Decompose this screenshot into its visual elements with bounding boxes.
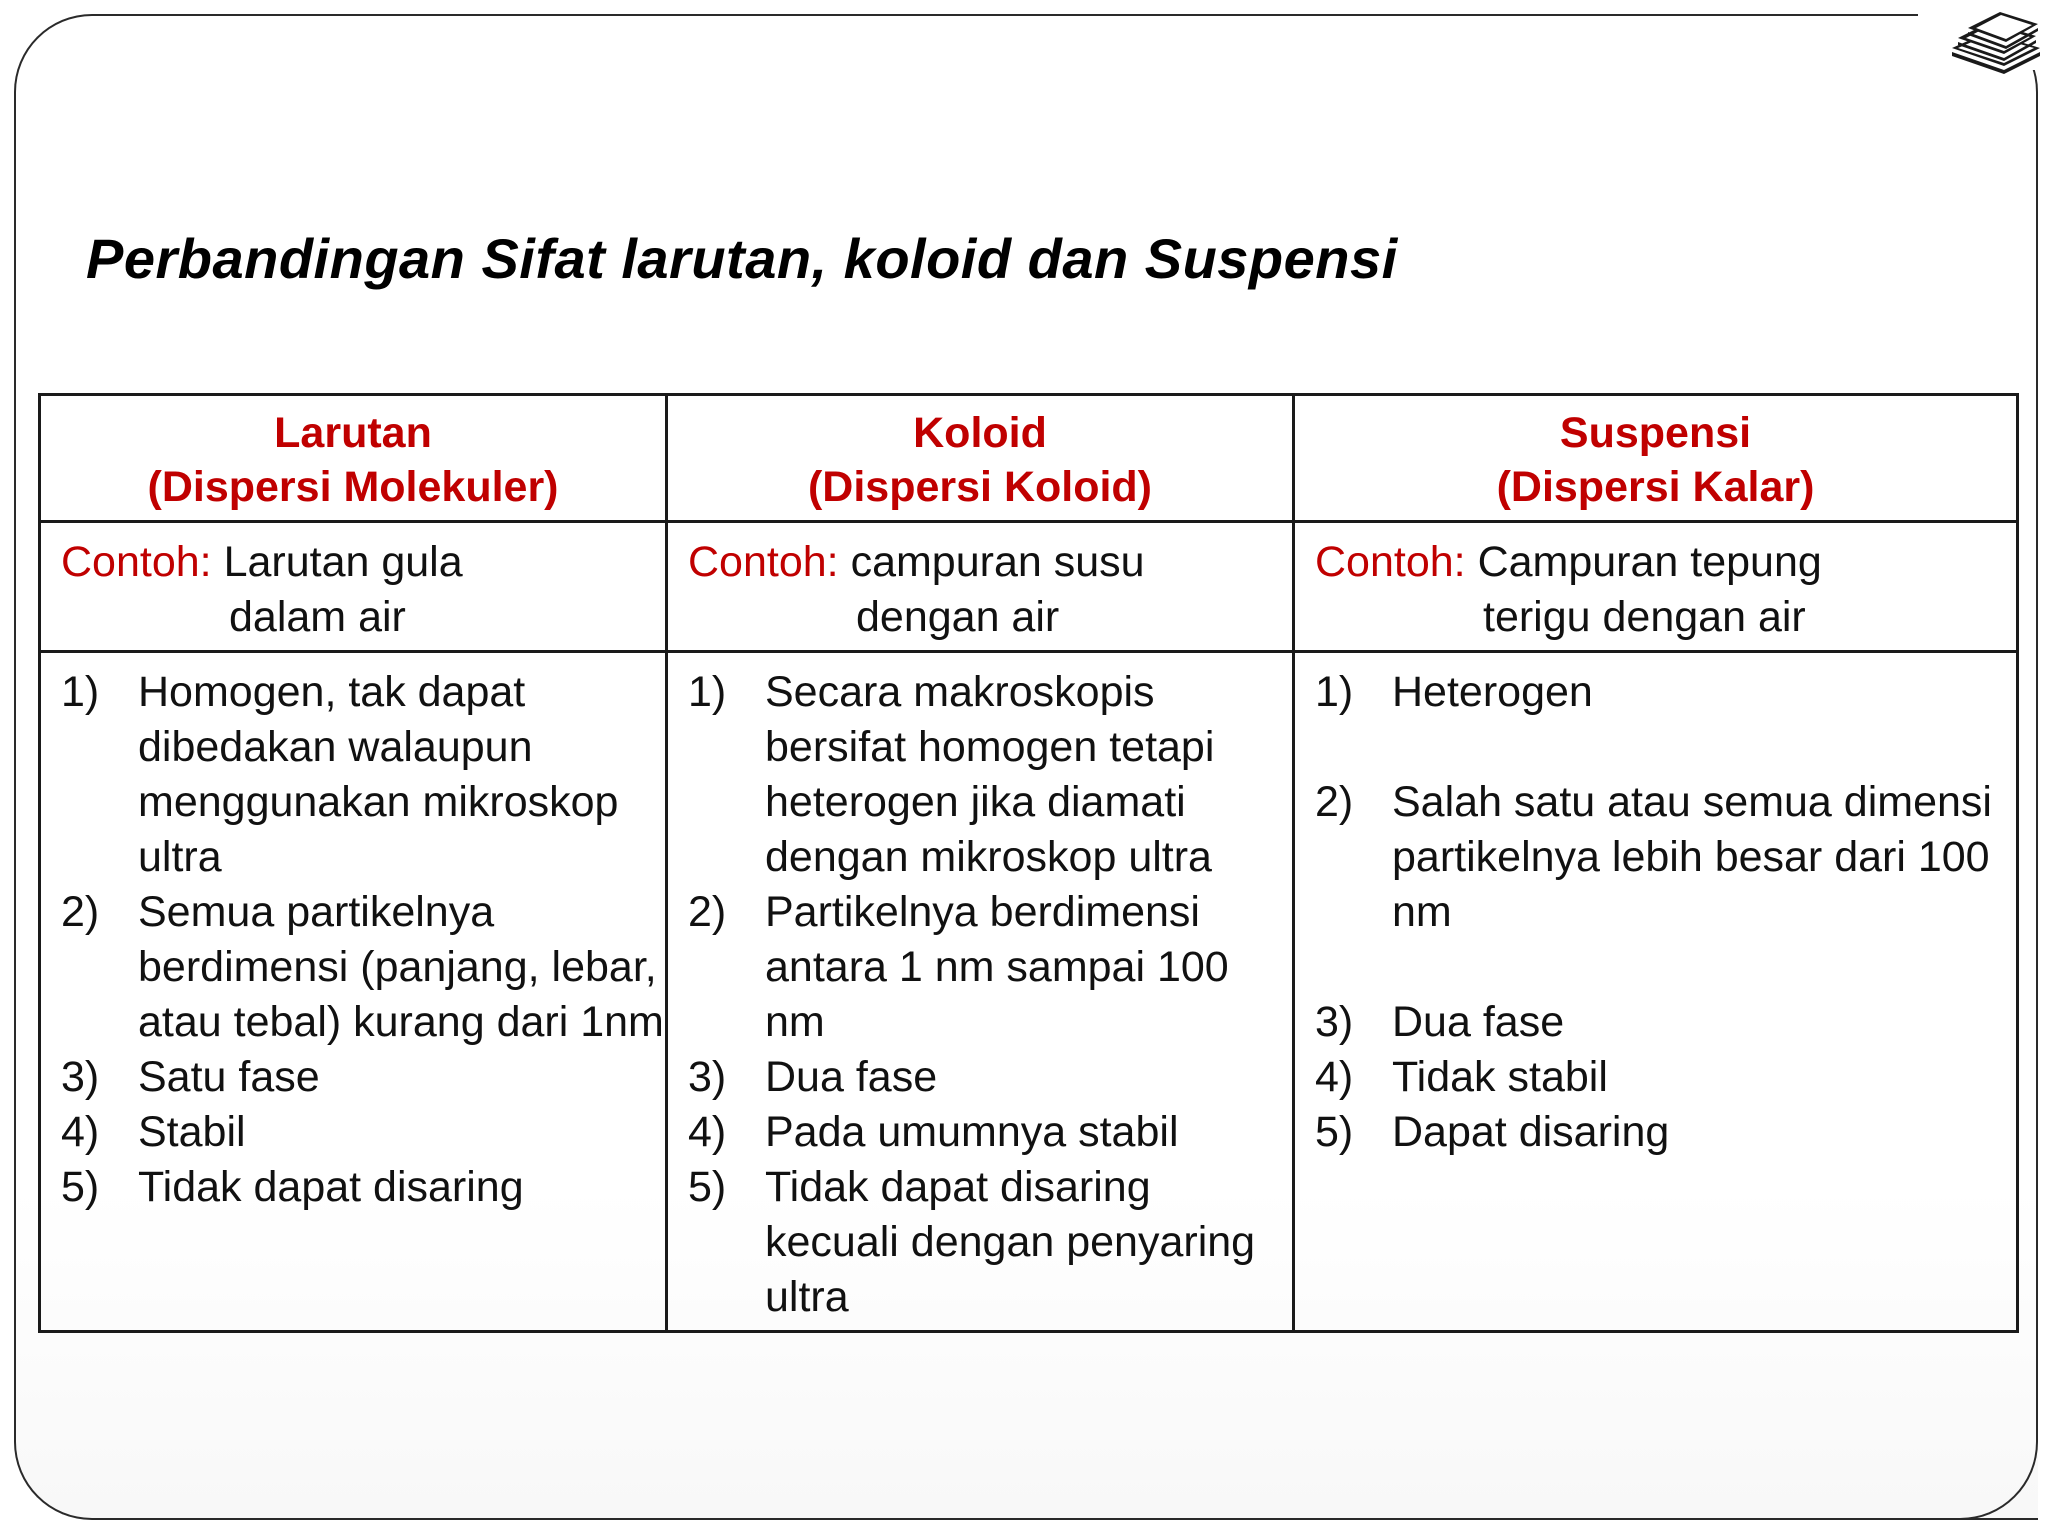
item-number: 2) <box>1315 778 1354 826</box>
example-label: Contoh: <box>61 538 212 586</box>
item-text: Semua partikelnya berdimensi (panjang, lebar, atau tebal) kurang dari 1nm <box>138 888 664 1046</box>
properties-row <box>40 652 2018 1332</box>
list-item <box>688 1050 1292 1105</box>
header-row <box>40 395 2018 522</box>
list-item <box>688 885 1292 1050</box>
properties-list <box>688 665 1292 1325</box>
item-text: Dua fase <box>1392 998 1565 1046</box>
item-number: 4) <box>688 1108 727 1156</box>
item-number: 2) <box>688 888 727 936</box>
list-item <box>1315 775 2016 940</box>
example-cell-larutan <box>40 522 667 652</box>
page-title: Perbandingan Sifat larutan, koloid dan Suspensi <box>86 227 1398 290</box>
header-subtitle: (Dispersi Kalar) <box>1496 463 1815 511</box>
example-text: Campuran tepung <box>1477 538 1822 586</box>
list-item <box>61 1050 665 1105</box>
properties-cell-suspensi <box>1294 652 2018 1332</box>
example-label: Contoh: <box>1315 538 1466 586</box>
properties-cell-larutan <box>40 652 667 1332</box>
header-subtitle: (Dispersi Koloid) <box>807 463 1153 511</box>
header-cell-suspensi <box>1294 395 2018 522</box>
item-number: 5) <box>688 1163 727 1211</box>
example-cell-suspensi <box>1294 522 2018 652</box>
item-text: Tidak stabil <box>1392 1053 1608 1101</box>
item-text: Pada umumnya stabil <box>765 1108 1179 1156</box>
list-item <box>688 665 1292 885</box>
item-number: 1) <box>1315 668 1354 716</box>
example-cell-koloid <box>667 522 1294 652</box>
example-text: Larutan gula <box>223 538 463 586</box>
item-number: 4) <box>61 1108 100 1156</box>
example-text-continued: dengan air <box>856 593 1060 641</box>
item-number: 3) <box>61 1053 100 1101</box>
item-number: 3) <box>688 1053 727 1101</box>
header-title: Suspensi <box>1559 409 1752 457</box>
item-text: Satu fase <box>138 1053 320 1101</box>
example-label: Contoh: <box>688 538 839 586</box>
header-subtitle: (Dispersi Molekuler) <box>147 463 559 511</box>
list-item <box>1315 995 2016 1050</box>
item-text: Heterogen <box>1392 668 1593 716</box>
header-cell-koloid <box>667 395 1294 522</box>
example-text-continued: terigu dengan air <box>1483 593 1806 641</box>
list-item <box>61 1160 665 1215</box>
list-item <box>1315 1050 2016 1105</box>
item-number: 5) <box>61 1163 100 1211</box>
list-item <box>1315 1105 2016 1160</box>
item-text: Tidak dapat disaring kecuali dengan penyaring ultra <box>765 1163 1256 1321</box>
list-item <box>61 885 665 1050</box>
item-number: 1) <box>688 668 727 716</box>
header-cell-larutan <box>40 395 667 522</box>
header-title: Larutan <box>274 409 432 457</box>
list-item <box>61 1105 665 1160</box>
properties-list <box>61 665 665 1215</box>
item-number: 1) <box>61 668 100 716</box>
example-row <box>40 522 2018 652</box>
comparison-table <box>38 393 2019 1333</box>
item-number: 5) <box>1315 1108 1354 1156</box>
item-text: Partikelnya berdimensi antara 1 nm sampai 100 nm <box>765 888 1229 1046</box>
example-text-continued: dalam air <box>229 593 406 641</box>
item-text: Homogen, tak dapat dibedakan walaupun menggunakan mikroskop ultra <box>138 668 619 881</box>
properties-list <box>1315 665 2016 1160</box>
item-text: Tidak dapat disaring <box>138 1163 524 1211</box>
item-number: 2) <box>61 888 100 936</box>
list-item <box>688 1105 1292 1160</box>
item-text: Dua fase <box>765 1053 938 1101</box>
header-title: Koloid <box>913 409 1047 457</box>
example-text: campuran susu <box>850 538 1145 586</box>
properties-cell-koloid <box>667 652 1294 1332</box>
list-item <box>688 1160 1292 1325</box>
list-item <box>1315 665 2016 720</box>
item-text: Salah satu atau semua dimensi partikelnya lebih besar dari 100 nm <box>1392 778 1992 936</box>
item-number: 3) <box>1315 998 1354 1046</box>
list-item <box>61 665 665 885</box>
item-text: Stabil <box>138 1108 246 1156</box>
stacked-books-logo-icon <box>1944 8 2044 78</box>
item-number: 4) <box>1315 1053 1354 1101</box>
item-text: Secara makroskopis bersifat homogen tetapi heterogen jika diamati dengan mikroskop ultra <box>765 668 1215 881</box>
item-text: Dapat disaring <box>1392 1108 1670 1156</box>
